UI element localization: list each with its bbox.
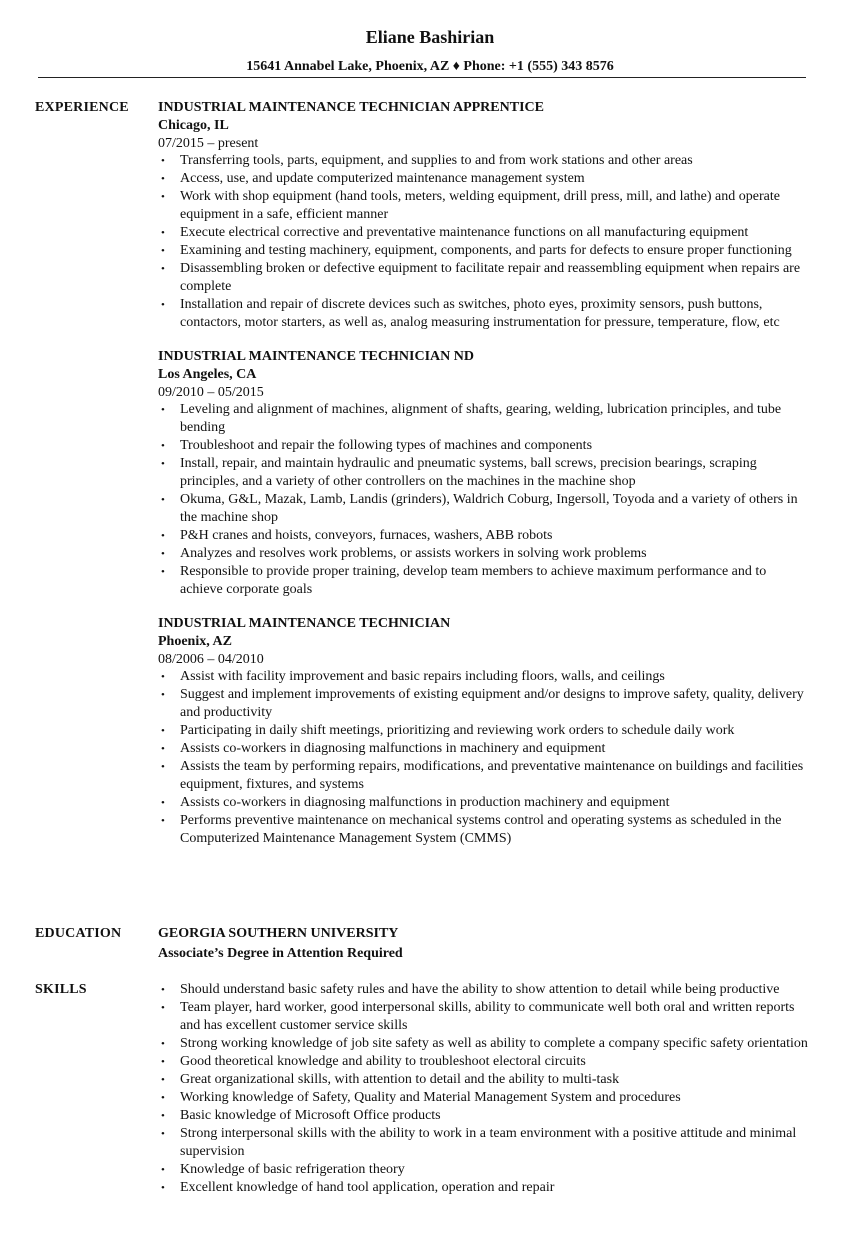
list-item-text: Installation and repair of discrete devices such as switches, photo eyes, proximity sensors, push buttons, contactors, motor starters, as well as, analog measuring instrumentation for pressure, temperature, flow, etc [180, 297, 780, 330]
list-item [158, 545, 808, 563]
list-item [158, 401, 808, 437]
job-title: INDUSTRIAL MAINTENANCE TECHNICIAN ND [158, 349, 474, 364]
list-item [158, 1107, 808, 1125]
list-item-text: Work with shop equipment (hand tools, meters, welding equipment, drill press, mill, and lathe) and operate equipment in a safe, efficient manner [180, 189, 780, 222]
skills-body [158, 981, 808, 1197]
list-item [158, 437, 808, 455]
list-item-text: Suggest and implement improvements of existing equipment and/or designs to improve safety, quality, delivery and productivity [180, 687, 804, 720]
bullet-icon: • [161, 1128, 165, 1140]
bullet-icon: • [161, 191, 165, 203]
list-item [158, 170, 808, 188]
job-duties-list [158, 668, 808, 848]
bullet-icon: • [161, 566, 165, 578]
list-item [158, 1035, 808, 1053]
list-item-text: Examining and testing machinery, equipment, components, and parts for defects to ensure proper functioning [180, 243, 792, 258]
candidate-name: Eliane Bashirian [365, 27, 495, 47]
bullet-icon: • [161, 299, 165, 311]
job-dates: 09/2010 – 05/2015 [158, 385, 264, 400]
list-item-text: Knowledge of basic refrigeration theory [180, 1162, 405, 1177]
contact-line: 15641 Annabel Lake, Phoenix, AZ ♦ Phone: +1 (555) 343 8576 [246, 59, 614, 74]
list-item-text: Leveling and alignment of machines, alignment of shafts, gearing, welding, lubrication principles, and tube bending [180, 402, 782, 435]
list-item [158, 242, 808, 260]
bullet-icon: • [161, 173, 165, 185]
list-item-text: Assist with facility improvement and basic repairs including floors, walls, and ceilings [180, 669, 665, 684]
bullet-icon: • [161, 984, 165, 996]
list-item-text: Troubleshoot and repair the following types of machines and components [180, 438, 593, 453]
list-item [158, 722, 808, 740]
list-item [158, 686, 808, 722]
list-item [158, 1179, 808, 1197]
bullet-icon: • [161, 548, 165, 560]
list-item [158, 1053, 808, 1071]
list-item-text: Access, use, and update computerized maintenance management system [180, 171, 585, 186]
bullet-icon: • [161, 245, 165, 257]
bullet-icon: • [161, 263, 165, 275]
job-title: INDUSTRIAL MAINTENANCE TECHNICIAN APPRENTICE [158, 100, 544, 115]
list-item [158, 260, 808, 296]
job-duties-list [158, 401, 808, 599]
list-item-text: Strong interpersonal skills with the ability to work in a team environment with a positive attitude and minimal supervision [180, 1126, 797, 1159]
list-item [158, 563, 808, 599]
job-dates: 08/2006 – 04/2010 [158, 652, 264, 667]
bullet-icon: • [161, 458, 165, 470]
list-item [158, 812, 808, 848]
list-item-text: Execute electrical corrective and preventative maintenance functions on all manufacturing equipment [180, 225, 749, 240]
section-title-skills: SKILLS [35, 982, 87, 997]
degree: Associate’s Degree in Attention Required [158, 946, 403, 961]
school-name: GEORGIA SOUTHERN UNIVERSITY [158, 926, 399, 941]
bullet-icon: • [161, 1110, 165, 1122]
list-item [158, 1089, 808, 1107]
list-item-text: Great organizational skills, with attention to detail and the ability to multi-task [180, 1072, 620, 1087]
job-duties-list [158, 152, 808, 332]
bullet-icon: • [161, 530, 165, 542]
list-item [158, 740, 808, 758]
list-item-text: Assists co-workers in diagnosing malfunctions in machinery and equipment [180, 741, 606, 756]
list-item [158, 152, 808, 170]
list-item [158, 455, 808, 491]
experience-list [158, 99, 808, 864]
bullet-icon: • [161, 815, 165, 827]
bullet-icon: • [161, 440, 165, 452]
list-item [158, 224, 808, 242]
bullet-icon: • [161, 1164, 165, 1176]
list-item [158, 1071, 808, 1089]
list-item-text: Okuma, G&L, Mazak, Lamb, Landis (grinders), Waldrich Coburg, Ingersoll, Toyoda and a variety of others in the machine shop [180, 492, 798, 525]
bullet-icon: • [161, 1182, 165, 1194]
bullet-icon: • [161, 155, 165, 167]
list-item-text: Team player, hard worker, good interpersonal skills, ability to communicate well both oral and written reports and has excellent customer service skills [180, 1000, 795, 1033]
list-item-text: Participating in daily shift meetings, prioritizing and reviewing work orders to schedule daily work [180, 723, 735, 738]
list-item-text: P&H cranes and hoists, conveyors, furnaces, washers, ABB robots [180, 528, 553, 543]
job-location: Los Angeles, CA [158, 367, 257, 382]
list-item-text: Disassembling broken or defective equipment to facilitate repair and reassembling equipment when repairs are complete [180, 261, 801, 294]
list-item-text: Transferring tools, parts, equipment, and supplies to and from work stations and other areas [180, 153, 693, 168]
job-entry [158, 348, 808, 599]
section-title-education: EDUCATION [35, 926, 122, 941]
bullet-icon: • [161, 1092, 165, 1104]
list-item-text: Analyzes and resolves work problems, or assists workers in solving work problems [180, 546, 647, 561]
list-item-text: Responsible to provide proper training, develop team members to achieve maximum performance and to achieve corporate goals [180, 564, 767, 597]
section-title-experience: EXPERIENCE [35, 100, 129, 115]
list-item-text: Should understand basic safety rules and have the ability to show attention to detail while being productive [180, 982, 780, 997]
bullet-icon: • [161, 404, 165, 416]
list-item-text: Good theoretical knowledge and ability to troubleshoot electoral circuits [180, 1054, 586, 1069]
bullet-icon: • [161, 725, 165, 737]
job-entry [158, 99, 808, 332]
list-item-text: Assists co-workers in diagnosing malfunctions in production machinery and equipment [180, 795, 670, 810]
skills-list [158, 981, 808, 1197]
list-item [158, 668, 808, 686]
bullet-icon: • [161, 1056, 165, 1068]
list-item [158, 981, 808, 999]
bullet-icon: • [161, 227, 165, 239]
header-divider [38, 77, 806, 78]
job-title: INDUSTRIAL MAINTENANCE TECHNICIAN [158, 616, 451, 631]
bullet-icon: • [161, 761, 165, 773]
list-item [158, 188, 808, 224]
list-item [158, 1125, 808, 1161]
list-item-text: Working knowledge of Safety, Quality and Material Management System and procedures [180, 1090, 681, 1105]
bullet-icon: • [161, 1002, 165, 1014]
list-item [158, 794, 808, 812]
list-item-text: Basic knowledge of Microsoft Office products [180, 1108, 441, 1123]
list-item-text: Install, repair, and maintain hydraulic and pneumatic systems, ball screws, precision bearings, scraping principles, and a variety of other controllers on the machines in the machine shop [180, 456, 757, 489]
bullet-icon: • [161, 671, 165, 683]
bullet-icon: • [161, 797, 165, 809]
bullet-icon: • [161, 689, 165, 701]
job-entry [158, 615, 808, 848]
list-item-text: Assists the team by performing repairs, modifications, and preventative maintenance on buildings and facilities equipment, fixtures, and systems [180, 759, 804, 792]
list-item-text: Strong working knowledge of job site safety as well as ability to complete a company specific safety orientation [180, 1036, 808, 1051]
job-location: Phoenix, AZ [158, 634, 232, 649]
list-item [158, 491, 808, 527]
job-location: Chicago, IL [158, 118, 229, 133]
bullet-icon: • [161, 1074, 165, 1086]
bullet-icon: • [161, 494, 165, 506]
list-item [158, 999, 808, 1035]
list-item [158, 758, 808, 794]
education-entry [158, 925, 808, 965]
list-item-text: Performs preventive maintenance on mechanical systems control and operating systems as scheduled in the Computerized Maintenance Management System (CMMS) [180, 813, 782, 846]
bullet-icon: • [161, 1038, 165, 1050]
list-item [158, 527, 808, 545]
list-item-text: Excellent knowledge of hand tool application, operation and repair [180, 1180, 555, 1195]
job-dates: 07/2015 – present [158, 136, 259, 151]
list-item [158, 1161, 808, 1179]
list-item [158, 296, 808, 332]
bullet-icon: • [161, 743, 165, 755]
